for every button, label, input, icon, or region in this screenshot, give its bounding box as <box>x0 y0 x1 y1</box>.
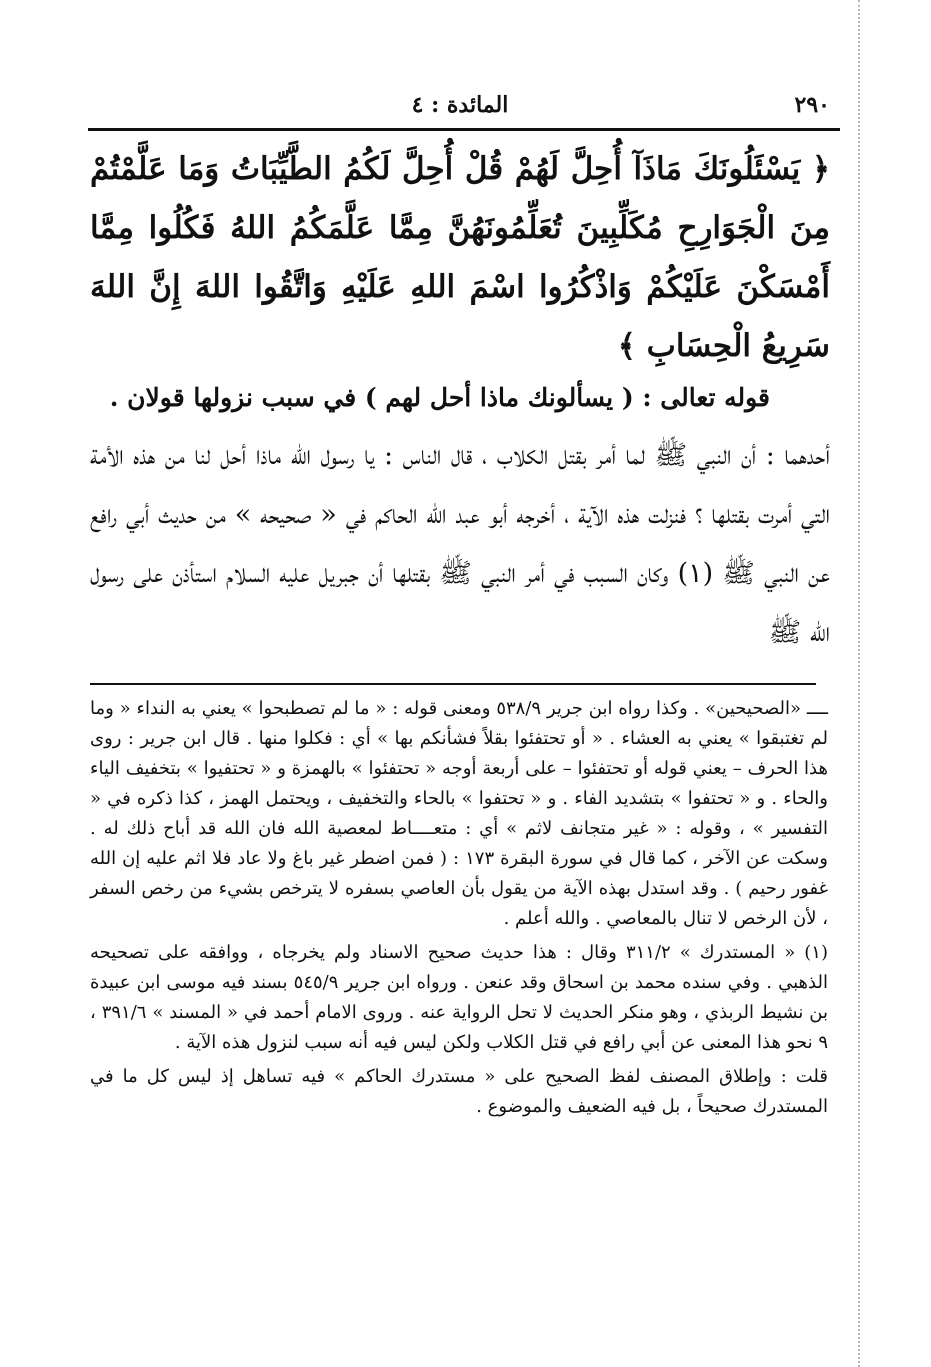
quran-verse: ﴿ يَسْئَلُونَكَ مَاذَآ أُحِلَّ لَهُمْ قُلْ أُحِلَّ لَكُمُ الطَّيِّبَاتُ وَمَا عَلَّمْتُمْ مِنَ الْجَوَارِحِ مُكَلِّبِينَ تُعَلِّمُونَهُنَّ مِمَّا عَلَّمَكُمُ اللهُ فَكُلُوا مِمَّا أَمْسَكْنَ عَلَيْكُمْ وَاذْكُرُوا اسْمَ اللهِ عَلَيْهِ وَاتَّقُوا اللهَ إِنَّ اللهَ سَرِيعُ الْحِسَابِ ﴾ <box>90 151 830 364</box>
page-number: ٢٩٠ <box>794 92 830 118</box>
page-header <box>90 92 830 132</box>
commentary-intro: قوله تعالى : ( يسألونك ماذا أحل لهم ) في سبب نزولها قولان . <box>109 383 770 412</box>
scan-margin-dotted-line <box>858 0 860 1367</box>
footnotes <box>90 694 828 1122</box>
footnote-continuation: ــــ «الصحيحين» . وكذا رواه ابن جرير ٥٣٨/٩ ومعنى قوله : « ما لم تصطبحوا » يعني به النداء « وما لم تغتبقوا » يعني به العشاء . « أو تحتفئوا بقلاً فشأنكم بها » أي : فكلوا منها . قال ابن جرير : روى هذا الحرف – يعني قوله أو تحتفئوا – على أربعة أوجه « تحتفئوا » بالهمزة و « تحتفيوا » بتخفيف الياء والحاء . و « تحتفوا » بتشديد الفاء . و « تحتفوا » بالحاء والتخفيف ، ويحتمل الهمز ، كذا ذكره في « التفسير » ، وقوله : « غير متجانف لاثم » أي : متعــــاط لمعصية الله فان الله قد أباح ذلك له . وسكت عن الآخر ، كما قال في سورة البقرة ١٧٣ : ( فمن اضطر غير باغ ولا عاد فلا اثم عليه إن الله غفور رحيم ) . وقد استدل بهذه الآية من يقول بأن العاصي بسفره لا يترخص بشيء من رخص السفر ، لأن الرخص لا تنال بالمعاصي . والله أعلم . <box>90 698 828 929</box>
footnote-rule <box>90 683 816 685</box>
footnote-editor-note: قلت : وإطلاق المصنف لفظ الصحيح على « مستدرك الحاكم » فيه تساهل إذ ليس كل ما في المستدرك صحيحاً ، بل فيه الضعيف والموضوع . <box>90 1066 828 1117</box>
header-rule <box>88 128 840 131</box>
commentary-body <box>90 378 830 662</box>
running-head: المائدة : ٤ <box>411 92 509 118</box>
footnote-1: (١) « المستدرك » ٣١١/٢ وقال : هذا حديث صحيح الاسناد ولم يخرجاه ، ووافقه على تصحيحه الذهبي . وفي سنده محمد بن اسحاق وقد عنعن . ورواه ابن جرير ٥٤٥/٩ بسند فيه موسى ابن عبيدة بن نشيط الربذي ، وهو منكر الحديث لا تحل الرواية عنه . وروى الامام أحمد في « المسند » ٣٩١/٦ ، ٩ نحو هذا المعنى عن أبي رافع في قتل الكلاب ولكن ليس فيه أنه سبب لنزول هذه الآية . <box>90 942 829 1053</box>
commentary-paragraph: أحدهما : أن النبي ﷺ لما أمر بقتل الكلاب ، قال الناس : يا رسول الله ماذا أحل لنا من هذه الأمة التي أمرت بقتلها ؟ فنزلت هذه الآية ، أخرجه أبو عبد الله الحاكم في « صحيحه » من حديث أبي رافع عن النبي ﷺ (١) وكان السبب في أمر النبي ﷺ بقتلها أن جبريل عليه السلام استأذن على رسول الله ﷺ <box>90 440 831 648</box>
